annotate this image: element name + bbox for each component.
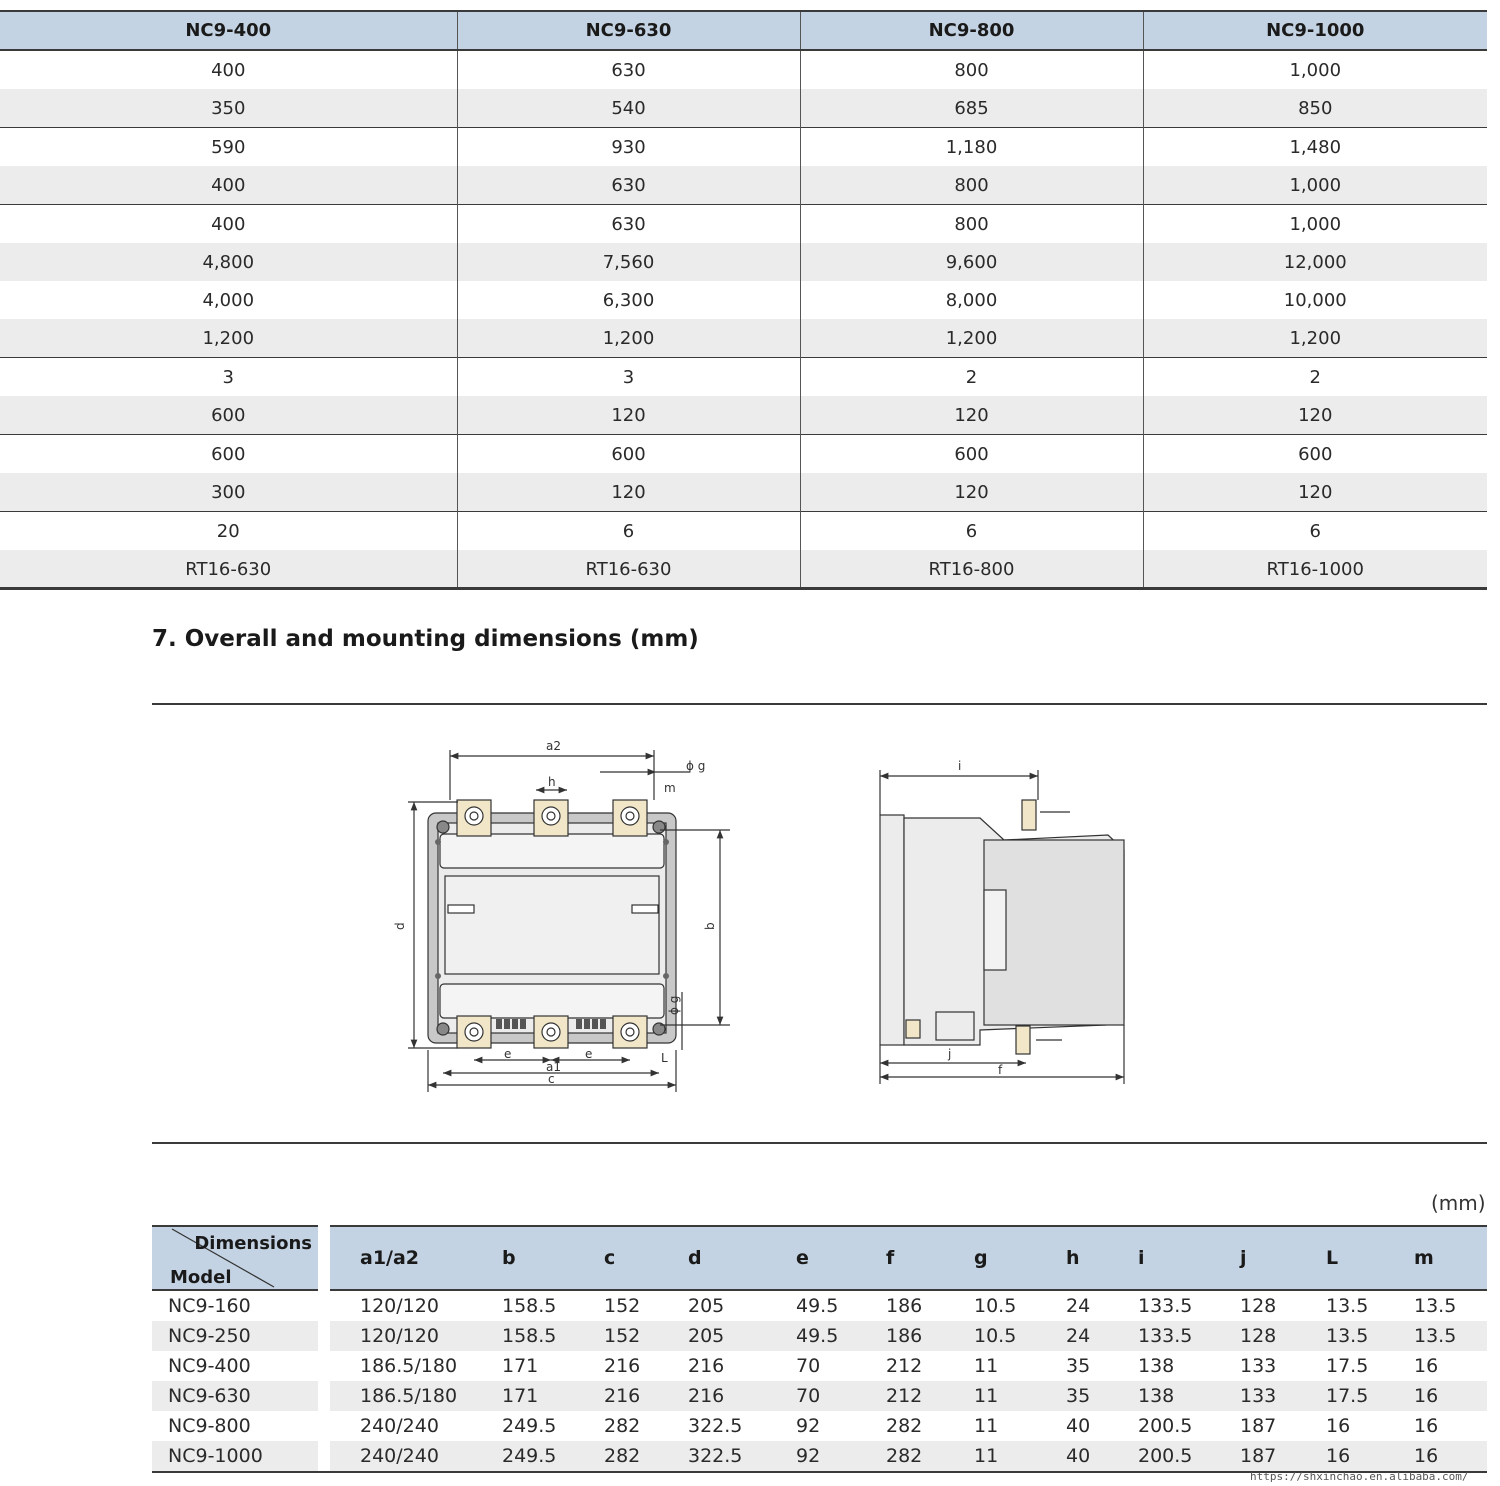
spec-table-cell: 300 — [0, 473, 457, 512]
spec-table-row — [0, 435, 1487, 474]
dimension-value-cell: 249.5 — [472, 1441, 574, 1472]
spec-table-cell: 1,480 — [1143, 128, 1487, 167]
spec-table-cell: 1,200 — [800, 319, 1143, 358]
corner-label-model: Model — [170, 1267, 232, 1288]
model-cell: NC9-250 — [152, 1321, 318, 1351]
dimension-value-cell: 322.5 — [658, 1441, 766, 1472]
column-header: b — [472, 1226, 574, 1290]
dimension-value-cell: 282 — [886, 1415, 923, 1437]
spec-table-row — [0, 89, 1487, 128]
dimension-value-cell: 49.5 — [766, 1321, 856, 1351]
column-header: L — [1296, 1226, 1384, 1290]
spec-table-cell: 800 — [800, 205, 1143, 244]
dimensions-table-container — [152, 1225, 1487, 1475]
dimension-value-cell: 186.5/180 — [360, 1355, 458, 1377]
dimensions-table — [152, 1225, 1487, 1473]
model-cell: NC9-630 — [152, 1381, 318, 1411]
dimension-value-cell: 133 — [1210, 1381, 1296, 1411]
row-gap — [318, 1381, 330, 1411]
column-header: e — [766, 1226, 856, 1290]
dimension-value-cell: 186.5/180 — [330, 1381, 472, 1411]
dimension-value-cell: 282 — [856, 1441, 944, 1472]
dimension-value-cell: 13.5 — [1414, 1295, 1457, 1317]
spec-table-cell: 1,180 — [800, 128, 1143, 167]
model-cell: NC9-800 — [168, 1415, 251, 1437]
dimension-value-cell: 186 — [886, 1295, 923, 1317]
spec-table-cell: 1,200 — [0, 319, 457, 358]
column-header: i — [1108, 1226, 1210, 1290]
drawing-bottom-rule — [152, 1142, 1487, 1144]
spec-table-container — [0, 10, 1487, 590]
spec-table-bottom-rule — [0, 587, 1487, 589]
spec-table-body — [0, 50, 1487, 589]
spec-table-cell: 1,000 — [1143, 205, 1487, 244]
spec-table-row — [0, 166, 1487, 205]
dimension-value-cell: 120/120 — [330, 1321, 472, 1351]
spec-table-cell: 7,560 — [457, 243, 800, 281]
model-cell: NC9-160 — [168, 1295, 251, 1317]
dimension-value-cell: 92 — [796, 1415, 821, 1437]
spec-table-row — [0, 205, 1487, 244]
dimensions-header-row — [152, 1226, 1487, 1290]
spec-table-cell: 3 — [0, 358, 457, 397]
spec-table-cell: 630 — [457, 166, 800, 205]
dimension-value-cell: 13.5 — [1296, 1321, 1384, 1351]
spec-table-row — [0, 281, 1487, 319]
dimensions-table-row — [152, 1321, 1487, 1351]
spec-table-cell: 20 — [0, 512, 457, 551]
spec-table-cell: 850 — [1143, 89, 1487, 128]
dimension-value-cell: 16 — [1296, 1441, 1384, 1472]
label-a2: a2 — [546, 739, 561, 753]
spec-table-cell: 350 — [0, 89, 457, 128]
drawing-top-rule — [152, 703, 1487, 705]
spec-table-cell: 12,000 — [1143, 243, 1487, 281]
dimension-value-cell: 216 — [688, 1355, 725, 1377]
spec-table-cell: 600 — [800, 435, 1143, 474]
spec-table-cell: 120 — [457, 396, 800, 435]
spec-table-cell: 1,200 — [457, 319, 800, 358]
spec-table-cell: 685 — [800, 89, 1143, 128]
dimension-value-cell: 24 — [1036, 1321, 1108, 1351]
label-f: f — [998, 1063, 1003, 1077]
spec-table-cell: RT16-800 — [800, 550, 1143, 589]
dimension-value-cell: 17.5 — [1326, 1355, 1369, 1377]
label-i: i — [958, 759, 962, 773]
dimension-value-cell: 10.5 — [974, 1295, 1017, 1317]
dimension-value-cell: 171 — [502, 1355, 539, 1377]
spec-table-cell: 400 — [211, 59, 246, 81]
dimension-value-cell: 187 — [1210, 1441, 1296, 1472]
column-header: m — [1384, 1226, 1487, 1290]
dimension-value-cell: 24 — [1066, 1295, 1091, 1317]
spec-table-row — [0, 473, 1487, 512]
dimension-value-cell: 282 — [574, 1441, 658, 1472]
row-gap — [318, 1441, 330, 1472]
dimension-value-cell: 158.5 — [502, 1295, 557, 1317]
spec-table-cell: 1,000 — [1143, 166, 1487, 205]
spec-table-cell: 600 — [0, 396, 457, 435]
spec-table-cell: 630 — [457, 205, 800, 244]
spec-table-cell: 630 — [457, 50, 800, 89]
spec-table-cell: 6 — [800, 512, 1143, 551]
dimensions-corner-cell — [152, 1226, 318, 1290]
dimension-value-cell: 11 — [974, 1415, 999, 1437]
corner-label-dimensions: Dimensions — [194, 1233, 312, 1254]
spec-table-row — [0, 512, 1487, 551]
spec-table-cell: 120 — [457, 473, 800, 512]
dimension-value-cell: 70 — [796, 1355, 821, 1377]
label-a1: a1 — [546, 1060, 561, 1074]
dimension-value-cell: 200.5 — [1138, 1415, 1193, 1437]
column-header: a1/a2 — [330, 1226, 472, 1290]
column-header: j — [1210, 1226, 1296, 1290]
spec-table-cell: RT16-630 — [0, 550, 457, 589]
dimensions-table-row — [152, 1441, 1487, 1472]
dimension-value-cell: 16 — [1414, 1355, 1439, 1377]
dimension-value-cell: 205 — [688, 1295, 725, 1317]
spec-table-cell: 590 — [0, 128, 457, 167]
dimension-value-cell: 40 — [1036, 1441, 1108, 1472]
dimension-value-cell: 16 — [1414, 1415, 1439, 1437]
spec-table-cell: 1,000 — [1143, 50, 1487, 89]
spec-table-cell: 2 — [800, 358, 1143, 397]
label-b: b — [703, 922, 717, 930]
dimension-value-cell: 158.5 — [472, 1321, 574, 1351]
label-c: c — [548, 1072, 555, 1086]
label-h: h — [548, 775, 556, 789]
spec-table-cell: 10,000 — [1143, 281, 1487, 319]
dimension-value-cell: 249.5 — [502, 1415, 557, 1437]
spec-table-cell: 4,800 — [0, 243, 457, 281]
watermark-url: https://shxinchao.en.alibaba.com/ — [1250, 1470, 1469, 1483]
spec-table-cell: 4,000 — [202, 289, 255, 311]
dimension-value-cell: 128 — [1240, 1295, 1277, 1317]
spec-table-cell: 6,300 — [457, 281, 800, 319]
dimensions-table-row — [152, 1381, 1487, 1411]
spec-table-cell: 400 — [0, 205, 457, 244]
spec-table-cell: 1,200 — [1143, 319, 1487, 358]
row-gap — [318, 1411, 330, 1441]
spec-table-row — [0, 243, 1487, 281]
label-m: m — [664, 781, 676, 795]
dimension-value-cell: 200.5 — [1108, 1441, 1210, 1472]
spec-table-cell: 8,000 — [800, 281, 1143, 319]
dimension-value-cell: 128 — [1210, 1321, 1296, 1351]
spec-table-cell: 400 — [0, 166, 457, 205]
spec-table-cell: 120 — [1143, 473, 1487, 512]
spec-table-row — [0, 396, 1487, 435]
dimension-value-cell: 138 — [1138, 1355, 1175, 1377]
spec-table-cell: 120 — [1143, 396, 1487, 435]
dimension-value-cell: 240/240 — [360, 1415, 439, 1437]
dimensions-table-row — [152, 1290, 1487, 1321]
spec-header-cell: NC9-630 — [457, 11, 800, 50]
dimension-value-cell: 10.5 — [944, 1321, 1036, 1351]
model-cell: NC9-1000 — [152, 1441, 318, 1472]
dimension-value-cell: 216 — [658, 1381, 766, 1411]
dimension-value-cell: 16 — [1384, 1381, 1487, 1411]
dimension-value-cell: 282 — [604, 1415, 641, 1437]
spec-table-row — [0, 128, 1487, 167]
spec-table-cell: 600 — [0, 435, 457, 474]
spec-table-cell: 800 — [800, 50, 1143, 89]
model-cell: NC9-400 — [168, 1355, 251, 1377]
spec-table-row — [0, 319, 1487, 358]
spec-table-cell: 6 — [1143, 512, 1487, 551]
spec-header-cell: NC9-800 — [800, 11, 1143, 50]
dimension-value-cell: 152 — [604, 1295, 641, 1317]
spec-table-header-row — [0, 11, 1487, 50]
spec-table-cell: 800 — [800, 166, 1143, 205]
label-phi-g-2: ϕ g — [667, 995, 681, 1015]
dimension-value-cell: 186 — [856, 1321, 944, 1351]
spec-table-row — [0, 358, 1487, 397]
dimension-value-cell: 216 — [604, 1355, 641, 1377]
spec-header-cell: NC9-400 — [0, 11, 457, 50]
dimension-value-cell: 40 — [1066, 1415, 1091, 1437]
unit-label: (mm) — [1431, 1191, 1486, 1215]
dimension-value-cell: 212 — [886, 1355, 923, 1377]
spec-table-cell: 540 — [457, 89, 800, 128]
dimension-value-cell: 35 — [1066, 1355, 1091, 1377]
spec-table-cell: 2 — [1143, 358, 1487, 397]
spec-table-cell: 120 — [800, 396, 1143, 435]
label-e-right: e — [585, 1047, 593, 1061]
dimension-value-cell: 70 — [766, 1381, 856, 1411]
dimension-value-cell: 187 — [1240, 1415, 1277, 1437]
label-j: j — [948, 1047, 952, 1061]
front-view — [393, 739, 730, 1092]
row-gap — [318, 1290, 330, 1321]
spec-table-row — [0, 50, 1487, 89]
dimension-value-cell: 120/120 — [360, 1295, 439, 1317]
spec-table-cell: 120 — [800, 473, 1143, 512]
spec-table-cell: 9,600 — [800, 243, 1143, 281]
dimensions-table-row — [152, 1411, 1487, 1441]
dimension-value-cell: 171 — [472, 1381, 574, 1411]
dimension-value-cell: 212 — [856, 1381, 944, 1411]
column-header: g — [944, 1226, 1036, 1290]
spec-table-cell: RT16-630 — [457, 550, 800, 589]
dimension-value-cell: 13.5 — [1326, 1295, 1369, 1317]
label-L: L — [661, 1051, 668, 1065]
dimension-drawing — [380, 730, 1140, 1100]
spec-table-cell: 600 — [1143, 435, 1487, 474]
dimension-value-cell: 152 — [574, 1321, 658, 1351]
dimension-value-cell: 11 — [944, 1441, 1036, 1472]
dimension-value-cell: 240/240 — [330, 1441, 472, 1472]
dimensions-table-body — [152, 1290, 1487, 1472]
row-gap — [318, 1321, 330, 1351]
label-phi-g: ϕ g — [686, 759, 706, 773]
header-gap — [318, 1226, 330, 1290]
dimension-value-cell: 322.5 — [688, 1415, 743, 1437]
dimension-value-cell: 205 — [658, 1321, 766, 1351]
spec-table — [0, 10, 1487, 590]
dimension-value-cell: 92 — [766, 1441, 856, 1472]
row-gap — [318, 1351, 330, 1381]
dimensions-table-row — [152, 1351, 1487, 1381]
column-header: d — [658, 1226, 766, 1290]
label-e-left: e — [504, 1047, 512, 1061]
spec-header-cell: NC9-1000 — [1143, 11, 1487, 50]
column-header: h — [1036, 1226, 1108, 1290]
spec-table-row — [0, 550, 1487, 589]
dimension-value-cell: 16 — [1384, 1441, 1487, 1472]
dimension-value-cell: 17.5 — [1296, 1381, 1384, 1411]
dimension-value-cell: 216 — [574, 1381, 658, 1411]
dimension-value-cell: 133.5 — [1108, 1321, 1210, 1351]
spec-table-cell: 6 — [457, 512, 800, 551]
dimension-value-cell: 35 — [1036, 1381, 1108, 1411]
dimension-value-cell: 11 — [944, 1381, 1036, 1411]
dimension-value-cell: 133 — [1240, 1355, 1277, 1377]
column-header: c — [574, 1226, 658, 1290]
section-title: 7. Overall and mounting dimensions (mm) — [152, 626, 699, 652]
dimension-value-cell: 133.5 — [1138, 1295, 1193, 1317]
dimension-value-cell: 11 — [974, 1355, 999, 1377]
column-header: f — [856, 1226, 944, 1290]
dimension-value-cell: 138 — [1108, 1381, 1210, 1411]
side-view — [880, 759, 1124, 1084]
label-d: d — [393, 922, 407, 930]
spec-table-cell: 3 — [457, 358, 800, 397]
dimension-value-cell: 49.5 — [796, 1295, 839, 1317]
spec-table-cell: RT16-1000 — [1143, 550, 1487, 589]
dimension-value-cell: 13.5 — [1384, 1321, 1487, 1351]
spec-table-cell: 600 — [457, 435, 800, 474]
dimension-value-cell: 16 — [1326, 1415, 1351, 1437]
spec-table-cell: 930 — [457, 128, 800, 167]
